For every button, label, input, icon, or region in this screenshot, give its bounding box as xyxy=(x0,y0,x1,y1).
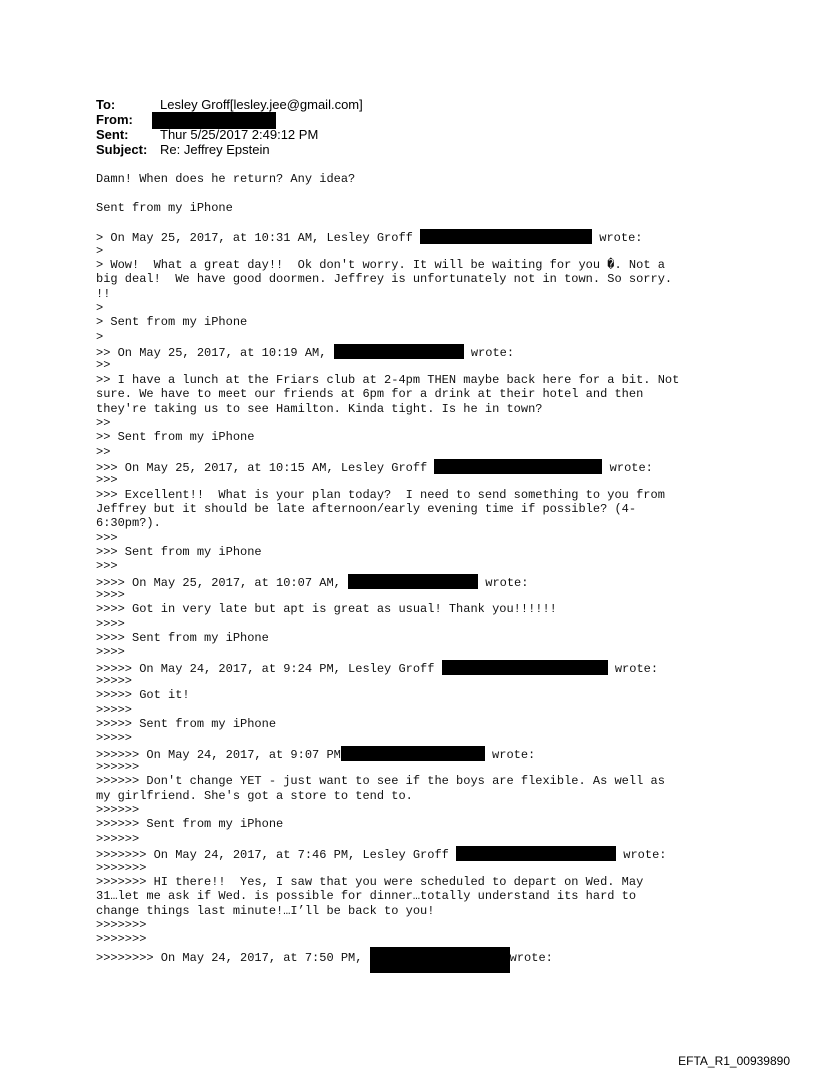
body-line: >> I have a lunch at the Friars club at 2-4pm THEN maybe back here for a bit. Not xyxy=(96,372,680,387)
body-line: >>>>> xyxy=(96,674,133,689)
quote-header-line: >>>>> On May 24, 2017, at 9:24 PM, Lesley Groff wrote: xyxy=(96,661,659,676)
from-row xyxy=(96,112,160,127)
quote-header-line: > On May 25, 2017, at 10:31 AM, Lesley Groff wrote: xyxy=(96,231,643,246)
body-line: >>>>>> Sent from my iPhone xyxy=(96,817,284,832)
body-line: >>>> Sent from my iPhone xyxy=(96,631,269,645)
redaction-bar xyxy=(334,344,464,359)
to-row xyxy=(96,97,363,112)
to-label: To: xyxy=(96,97,116,112)
sent-row xyxy=(96,127,318,142)
body-line: >>>> xyxy=(96,645,125,660)
subject-row xyxy=(96,142,270,157)
body-line: >>>>> xyxy=(96,731,133,746)
body-line: >>> xyxy=(96,473,118,488)
redaction-bar xyxy=(434,459,602,474)
body-line: >>>>>>> xyxy=(96,932,147,947)
quote-header-line: >> On May 25, 2017, at 10:19 AM, wrote: xyxy=(96,346,515,361)
body-line: >>>>> Got it! xyxy=(96,688,190,703)
body-line: >> Sent from my iPhone xyxy=(96,430,255,445)
body-line: > Sent from my iPhone xyxy=(96,315,248,330)
body-line: >>>>>> xyxy=(96,760,140,775)
body-line: >>>>>>> xyxy=(96,860,147,875)
body-line: 6:30pm?). xyxy=(96,516,161,531)
body-line: >>>> xyxy=(96,587,125,602)
redaction-bar xyxy=(341,746,485,761)
body-line: !! xyxy=(96,286,111,301)
body-line: >> xyxy=(96,415,111,430)
body-line: >>> Sent from my iPhone xyxy=(96,544,262,559)
to-value: Lesley Groff[lesley.jee@gmail.com] xyxy=(160,97,363,112)
redaction-bar xyxy=(442,660,608,675)
quote-header-line: >>>>>>> On May 24, 2017, at 7:46 PM, Lesley Groff wrote: xyxy=(96,848,667,863)
quote-header-line: >>>>>>>> On May 24, 2017, at 7:50 PM, wrote: xyxy=(96,947,736,961)
body-line: >>> xyxy=(96,530,118,545)
body-line: >>>>> xyxy=(96,702,133,717)
quote-header-line: >>> On May 25, 2017, at 10:15 AM, Lesley Groff wrote: xyxy=(96,460,653,475)
body-line: big deal! We have good doormen. Jeffrey is unfortunately not in town. So sorry. xyxy=(96,272,673,287)
from-label: From: xyxy=(96,112,133,127)
body-line: Sent from my iPhone xyxy=(96,200,233,215)
body-line: >>>>>> xyxy=(96,803,140,818)
body-line: >>>> Got in very late but apt is great as usual! Thank you!!!!!! xyxy=(96,602,557,617)
subject-label: Subject: xyxy=(96,142,148,157)
quote-header-line: >>>>>> On May 24, 2017, at 9:07 PM wrote: xyxy=(96,747,536,762)
document-id: EFTA_R1_00939890 xyxy=(678,1054,790,1068)
body-line: > xyxy=(96,329,104,344)
sent-value: Thur 5/25/2017 2:49:12 PM xyxy=(160,127,319,142)
body-line: change things last minute!…I’ll be back to you! xyxy=(96,903,435,918)
body-line: >> xyxy=(96,358,111,373)
body-line: >>>>>>> xyxy=(96,917,147,932)
redaction-bar xyxy=(456,846,616,861)
subject-value: Re: Jeffrey Epstein xyxy=(160,142,270,157)
email-body xyxy=(96,172,736,965)
quote-header-line: >>>> On May 25, 2017, at 10:07 AM, wrote: xyxy=(96,575,529,590)
body-line: >>>>> Sent from my iPhone xyxy=(96,717,277,732)
body-line: >>>> xyxy=(96,616,125,631)
body-line: 31…let me ask if Wed. is possible for dinner…totally understand its hard to xyxy=(96,889,637,904)
body-line: >>>>>> Don't change YET - just want to see if the boys are flexible. As well as xyxy=(96,774,665,789)
redaction-bar xyxy=(370,947,510,973)
body-line: > xyxy=(96,301,104,316)
body-line: >>>>>> xyxy=(96,831,140,846)
body-line: > xyxy=(96,243,104,258)
redaction-bar xyxy=(348,574,478,589)
body-line: > Wow! What a great day!! Ok don't worry. It will be waiting for you �. Not a xyxy=(96,258,665,273)
body-line: >>>>>>> HI there!! Yes, I saw that you were scheduled to depart on Wed. May xyxy=(96,874,644,889)
body-line: sure. We have to meet our friends at 6pm for a drink at their hotel and then xyxy=(96,387,644,402)
body-line: >> xyxy=(96,444,111,459)
redaction-bar xyxy=(420,229,592,244)
body-line: >>> Excellent!! What is your plan today? I need to send something to you from xyxy=(96,487,665,502)
body-line: my girlfriend. She's got a store to tend to. xyxy=(96,788,413,803)
body-line: >>> xyxy=(96,559,118,574)
sent-label: Sent: xyxy=(96,127,129,142)
body-line: they're taking us to see Hamilton. Kinda tight. Is he in town? xyxy=(96,401,543,416)
body-line: Jeffrey but it should be late afternoon/early evening time if possible? (4- xyxy=(96,501,637,516)
body-line: Damn! When does he return? Any idea? xyxy=(96,172,356,186)
